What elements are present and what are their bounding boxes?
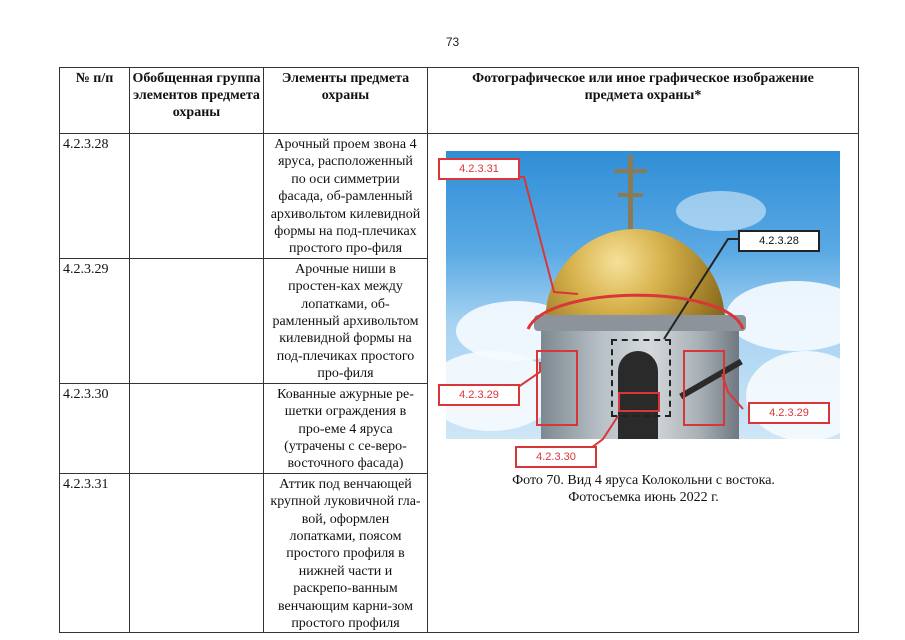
photo-cell <box>428 134 859 633</box>
label-4-2-3-31: 4.2.3.31 <box>438 158 520 180</box>
row-group <box>130 383 264 473</box>
label-4-2-3-30: 4.2.3.30 <box>515 446 597 468</box>
highlight-niche-left <box>536 350 578 426</box>
header-group: Обобщенная группа элементов предмета охраны <box>130 68 264 134</box>
row-group <box>130 473 264 633</box>
row-number: 4.2.3.29 <box>60 258 130 383</box>
table-row <box>60 134 859 259</box>
row-number: 4.2.3.31 <box>60 473 130 633</box>
header-number: № п/п <box>60 68 130 134</box>
header-image: Фотографическое или иное графическое изображение предмета охраны* <box>428 68 859 134</box>
row-number: 4.2.3.30 <box>60 383 130 473</box>
row-description: Арочный проем звона 4 яруса, расположенный по оси симметрии фасада, об-рамленный архивольтом килевидной формы на под-плечиках простого про-филя <box>264 134 428 259</box>
page-number: 73 <box>445 35 460 49</box>
caption-line-1: Фото 70. Вид 4 яруса Колокольни с востока. <box>512 473 775 488</box>
label-4-2-3-28: 4.2.3.28 <box>738 230 820 252</box>
photo-caption <box>428 472 859 506</box>
heritage-elements-table <box>59 67 859 633</box>
highlight-grille <box>618 392 660 412</box>
row-description: Кованные ажурные ре-шетки ограждения в про-еме 4 яруса (утрачены с се-веро-восточного фасада) <box>264 383 428 473</box>
label-4-2-3-29-right: 4.2.3.29 <box>748 402 830 424</box>
row-description: Аттик под венчающей крупной луковичной гла-вой, оформлен лопатками, поясом простого профиля в нижней части и раскрепо-ванным венчающим карни-зом простого профиля <box>264 473 428 633</box>
header-elements: Элементы предмета охраны <box>264 68 428 134</box>
row-description: Арочные ниши в простен-ках между лопатками, об-рамленный архивольтом килевидной формы на под-плечиках простого про-филя <box>264 258 428 383</box>
row-group <box>130 258 264 383</box>
label-4-2-3-29-left: 4.2.3.29 <box>438 384 520 406</box>
row-number: 4.2.3.28 <box>60 134 130 259</box>
caption-line-2: Фотосъемка июнь 2022 г. <box>568 490 719 505</box>
row-group <box>130 134 264 259</box>
highlight-niche-right <box>683 350 725 426</box>
